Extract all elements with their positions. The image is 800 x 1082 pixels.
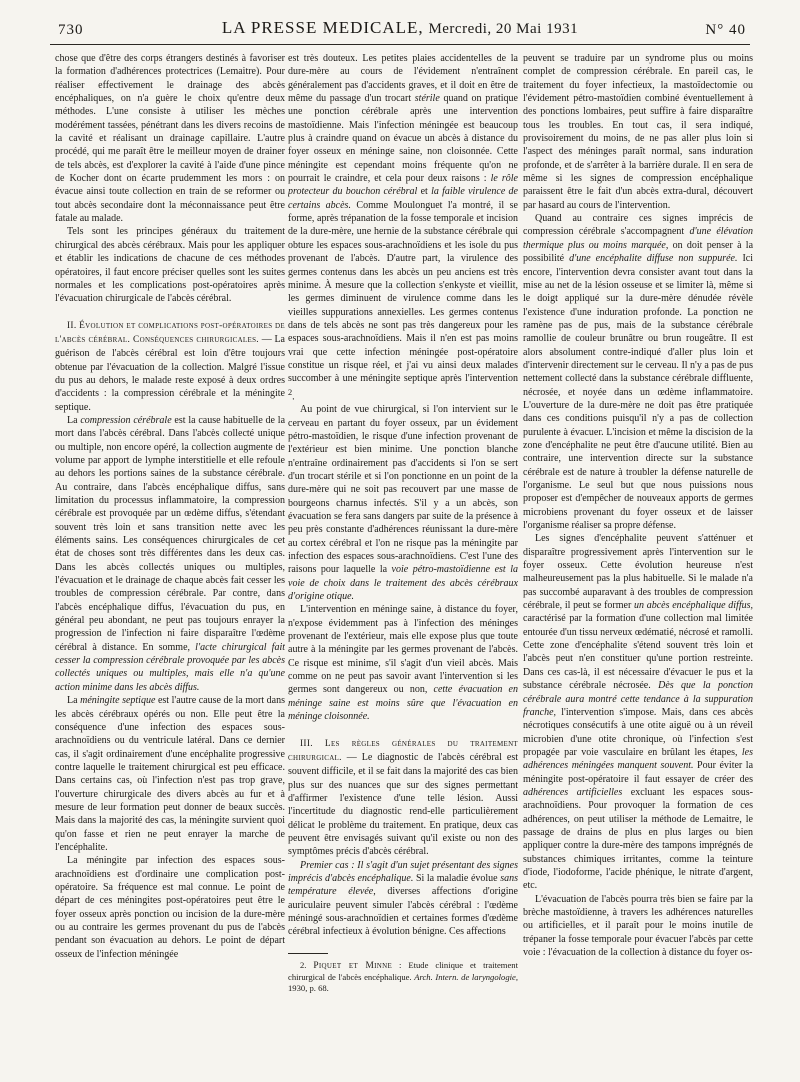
paragraph (288, 603, 518, 723)
text-run: . (292, 390, 295, 402)
text-run: 1930, p. 68. (288, 982, 329, 993)
emphasis: d'une encéphalite diffuse non suppurée. (569, 253, 738, 265)
emphasis: l'acte chirurgical fait cesser la compression cérébrale provoquée par les abcès collectés uniques ou multiples, mais elle n'a qu'une action minime dans les abcès diffus. (55, 641, 285, 693)
text-run: : Etude clinique et traitement chirurgical de l'abcès encéphalique. (288, 959, 518, 982)
footnote-ref: 2 (288, 387, 293, 397)
text-run: excluant les espaces sous-arachnoïdiens. Pour provoquer la formation de ces adhérences, on peut utiliser la méthode de Lemaitre, le passage de drains de plus en plus larges ou bien appliquer contre la dure-mère des tampons imprégnés de substances chimiques irritantes, comme la teinture d'iode, l'iodoforme, l'acide phénique, le nitrate d'argent, etc. (523, 786, 753, 892)
section-2 (55, 319, 285, 414)
journal-title: LA PRESSE MEDICALE, (221, 18, 424, 37)
footnote-divider (288, 953, 328, 954)
text-run: et (417, 186, 432, 198)
emphasis: Premier cas : Il s'agit d'un sujet présentant des signes imprécis d'abcès encéphalique. (288, 859, 518, 884)
page-number: 730 (58, 22, 84, 38)
footnote (288, 960, 518, 994)
text-run: caractérisé par la formation d'une collection mal limitée entourée d'un tissu nerveux œdématié, nécrosé et ramolli. Cette zone d'encéphalite s'étend souvent très loin et l'abcès peut n'en constituer qu'une portion restreinte. Dans ces cas-là, il est nécessaire d'évacuer le pus et la substance cérébrale nécrosée. (523, 613, 753, 692)
emphasis: méningite septique (80, 695, 156, 707)
paragraph (55, 694, 285, 854)
paragraph: chose que d'être des corps étrangers destinés à favoriser la formation d'adhérences protectrices (Lemaitre). Pour réaliser effectivement le drainage des abcès encéphaliques, on n'a guère le choix qu'entre deux méthodes. L'une consiste à utiliser les mèches modérément tassées, pénétrant dans les divers recoins de la cavité et réalisant un drainage capillaire. L'autre procédé, qui me paraît être le meilleur moyen de drainer de tels abcès, est d'explorer la cavité à l'aide d'une pince de Kocher dont on écarte prudemment les mors : on évacue ainsi toute collection en train de se reformer ou tout abcès secondaire dont la méconnaissance peut être fatale au malade. (55, 53, 285, 225)
text-run: L'intervention en méninge saine, à distance du foyer, n'expose évidemment pas à l'infection des méninges provenant de l'extérieur, mais elle expose plus que toute autre à la méningite par les germes provenant de l'abcès. Ce risque est minime, s'il s'agit d'un vieil abcès. Mais comme on ne peut pas savoir avant l'intervention si les germes sont dangereux ou non, (288, 604, 518, 696)
emphasis: adhérences artificielles (523, 786, 623, 798)
text-run: Ici encore, l'intervention devra consister avant tout dans la mise au net de la lésion osseuse et se limiter là, même si le doigt appliqué sur la dure-mère dénudée révèle l'existence d'une induration profonde. La ponction ne ramène pas de pus, mais de la substance cérébrale ramollie de couleur brunâtre ou brun rougeâtre. Il est alors absolument contre-indiqué d'aller plus loin et d'intervenir directement sur le cerveau. Il n'y a pas de pus nettement collecté dans la substance cérébrale diffluente, nécrosée, et noyée dans un œdème inflammatoire. L'ouverture de la dure-mère ne doit pas être pratiquée dans ces conditions puisqu'il n'y a pas de collection purulente à évacuer. L'incision et même la discision de la zone d'encéphalite ne peut être d'aucune utilité. Bien au contraire, une intervention directe sur la substance cérébrale est de nature à troubler la défense naturelle de l'organisme. Le seul but que nous puissions nous proposer est d'empêcher de nouveaux apports de germes microbiens provenant du foyer osseux et de laisser l'organisme réaliser sa propre défense. (523, 253, 753, 532)
text-run: l'intervention s'impose. Mais, dans ces abcès nécrotiques consécutifs à une otite aiguë ou à un réveil microbien d'une otite chronique, où l'infection s'est propagée par voie vasculaire en brûlant les étapes, (523, 706, 753, 758)
text-run: , on doit penser à la possibilité (523, 239, 753, 265)
emphasis: un abcès encéphalique diffus, (634, 600, 753, 612)
emphasis: stérile (414, 93, 440, 105)
column-left (55, 52, 285, 1064)
emphasis: compression cérébrale (80, 414, 172, 426)
text-run: Les signes d'encéphalite peuvent s'atténuer et disparaître progressivement après l'intervention sur le foyer osseux. Cette évolution heureuse n'est malheureusement pas la plus habituelle. Si le malade n'a pas succombé auparavant à des troubles de compression cérébrale, il peut se former (523, 533, 753, 612)
running-header (50, 18, 750, 45)
paragraph (523, 212, 753, 532)
section-heading: III. Les règles générales du traitement chirurgical. (288, 738, 518, 763)
paragraph: Tels sont les principes généraux du traitement chirurgical des abcès cérébraux. Mais pour les appliquer et établir les indications de chacune de ces méthodes opératoires, il faut encore préciser quelles sont les suites normales et les complications post-opératoires après l'évacuation chirurgicale de l'abcès cérébral. (55, 226, 285, 305)
text-run: Si la maladie évolue (413, 872, 501, 884)
paragraph (288, 52, 518, 403)
author-names: Piquet et Minne (313, 960, 393, 971)
section-text: — La guérison de l'abcès cérébral est loin d'être toujours obtenue par l'évacuation de la collection. Malgré l'issue du pus au dehors, le malade reste exposé à deux ordres d'accidents : la compression cérébrale et la méningite septique. (55, 333, 285, 413)
text-run: La (67, 414, 81, 426)
paragraph (55, 414, 285, 694)
text-run: Pour éviter la méningite post-opératoire il faut essayer de créer des (523, 760, 753, 785)
emphasis: voie pétro-mastoïdienne est la voie de choix dans le traitement des abcès cérébraux d'origine otique. (288, 564, 518, 603)
emphasis: la faible virulence de certains abcès. (288, 186, 518, 211)
paragraph (523, 532, 753, 892)
journal-ref: Arch. Intern. de laryngologie, (414, 971, 518, 982)
text-run: La (67, 695, 81, 707)
emphasis: les adhérences méningées manquent souvent. (523, 746, 753, 772)
emphasis: Dès que la ponction cérébrale aura montré cette tendance à la suppuration franche, (523, 680, 753, 718)
text-run: 2. (300, 959, 314, 970)
emphasis: sans température élevée (288, 872, 518, 898)
issue-number: N° 40 (705, 22, 746, 38)
emphasis: le rôle protecteur du bouchon cérébral (288, 173, 518, 198)
column-middle (288, 52, 518, 1064)
text-run: , diverses affections d'origine auriculaire peuvent simuler l'abcès cérébral : l'œdème méningé sous-arachnoïdien et certaines formes d'œdème cérébral infectieux à évolution bénigne. Ces affections (288, 886, 518, 938)
emphasis: cette évacuation en méninge saine est moins sûre que l'évacuation en méninge cloisonnée. (288, 684, 518, 723)
column-right (523, 52, 753, 1064)
text-run: est l'autre cause de la mort dans les abcès cérébraux opérés ou non. Elle peut être la conséquence d'une infection des espaces sous-arachnoïdiens ou du ventricule latéral. Dans ce dernier cas, il s'agit ordinairement d'une encéphalite progressive contre laquelle le traitement chirurgical est peu efficace. Dans certains cas, où l'infection n'est pas trop grave, l'ouverture chirurgicale des divers abcès au fur et à mesure de leur formation peut donner de beaux succès. Mais dans la majorité des cas, la méningite survient quoi qu'on fasse et rien ne peut enrayer la marche de l'encéphalite. (55, 695, 285, 853)
text-run: Au point de vue chirurgical, si l'on intervient sur le cerveau en partant du foyer osseux, par un évidement pétro-mastoïdien, le risque d'une infection provenant de l'extérieur est bien minime. Une ponction blanche n'entraîne ordinairement pas d'accidents si l'on se sert d'un trocart stérile et si l'on ponctionne en un point de la dure-mère qui ne soit pas recouvert par une masse de bourgeons charnus infectés. S'il y a un abcès, son évacuation se fera sans dangers par suite de la présence à peu près constante d'adhérences réunissant la dure-mère au cortex cérébral et l'on ne risque pas la méningite par infection des espaces sous-arachnoïdiens. C'est l'une des raisons pour laquelle la (288, 404, 518, 576)
text-run: Comme Moulonguet l'a montré, il se forme, après trépanation de la fosse temporale et incision de la dure-mère, une hernie de la substance cérébrale qui obture les espaces sous-arachnoïdiens et les isole du pus provenant de l'abcès. D'autre part, la virulence des germes contenus dans les abcès un peu anciens est très minime. À mesure que la collection s'enkyste et vieillit, les germes diminuent de virulence comme dans les vieilles suppurations annexielles. Les germes contenus dans de tels abcès ne sont pas très dangereux pour les espaces sous-arachnoïdiens. Mais il n'en est pas moins vrai que cette infection méningée post-opératoire constitue un risque réel, et j'ai vu ainsi deux malades succomber à une méningite septique après l'intervention (288, 199, 518, 385)
text-run: est la cause habituelle de la mort dans l'abcès cérébral. Dans l'abcès collecté unique ou multiple, non encore opéré, la collection augmente de volume par apport de lymphe interstitielle et elle refoule au dehors les portions saines de la substance cérébrale. Au contraire, dans l'abcès encéphalique diffus, sans limitation du processus inflammatoire, la compression cérébrale est provoquée par un œdème diffus, s'étendant souvent très loin et sans transition nette avec les éléments sains. Les conséquences chirurgicales de cet état de choses sont très différentes dans les deux cas. Dans les abcès collectés uniques ou multiples, l'évacuation et le drainage de chaque abcès fait cesser les troubles de compression cérébrale. Par contre, dans l'abcès encéphalique diffus, l'évacuation du pus, en général peu abondant, ne peut pas toujours enrayer la progression de l'infection ni faire disparaître l'œdème cérébral à distance. En somme, (55, 414, 285, 653)
emphasis: d'une élévation thermique plus ou moins marquée (523, 226, 753, 251)
text-run: est très douteux. Les petites plaies accidentelles de la dure-mère au cours de l'évidement n'entraînent généralement pas d'accidents graves, et il doit en être de même du passage d'un trocart (288, 53, 518, 105)
journal-masthead (50, 18, 750, 38)
paragraph: L'évacuation de l'abcès pourra très bien se faire par la brèche mastoïdienne, à travers les adhérences naturelles ou artificielles, et il paraît pour le moins inutile de trépaner la fosse temporale pour évacuer l'abcès par cette voie : l'évacuation de la collection à distance du foyer os- (523, 893, 753, 959)
paragraph (288, 403, 518, 603)
paragraph: La méningite par infection des espaces sous-arachnoïdiens est d'ordinaire une complication post-opératoire. Sa fréquence est mal connue. Le point de départ de ces méningites post-opératoires peut être le foyer osseux après ponction ou incision de la dure-mère ou au contraire les germes provenant du pus de l'abcès pendant son évacuation au dehors. Le point de départ osseux de l'infection méningée (55, 855, 285, 960)
section-3 (288, 737, 518, 859)
section-heading: II. Évolution et complications post-opératoires de l'abcès cérébral. Conséquences chirurgicales. (55, 320, 285, 345)
paragraph (288, 859, 518, 939)
text-run: quand on pratique une ponction cérébrale après une intervention mastoïdienne. Mais l'infection méningée est beaucoup plus à craindre quand on évacue un abcès à distance du foyer osseux en méninge saine, non cloisonnée. Cette méningite est cependant moins fréquente qu'on ne pourrait le craindre, et cela pour deux raisons : (288, 93, 518, 185)
paragraph: peuvent se traduire par un syndrome plus ou moins complet de compression cérébrale. En pareil cas, le traitement du foyer infectieux, la mastoïdectomie ou l'évidement pétro-mastoïdien combiné éventuellement à des ponctions lombaires, peut suffire à faire disparaître tous les troubles. En tout cas, il sera indiqué, provisoirement du moins, de ne pas aller plus loin si l'aspect des méninges paraît normal, sans induration profonde, et de s'arrêter à la barrière durale. Il en sera de même si les signes de compression encéphalique paraissent être le fait d'un abcès extra-dural, découvert par hasard au cours de l'intervention. (523, 53, 753, 211)
section-text: — Le diagnostic de l'abcès cérébral est souvent difficile, et il se fait dans la majorité des cas bien plus sur des nuances que sur des signes permettant d'affirmer l'existence d'une telle lésion. Aussi l'incertitude du diagnostic rend-elle particulièrement délicat le problème du traitement. En pratique, deux cas peuvent être envisagés suivant qu'il existe ou non des symptômes précis d'abcès cérébral. (288, 751, 518, 858)
issue-date: Mercredi, 20 Mai 1931 (428, 21, 579, 37)
text-run: Quand au contraire ces signes imprécis de compression cérébrale s'accompagnent (523, 213, 753, 238)
